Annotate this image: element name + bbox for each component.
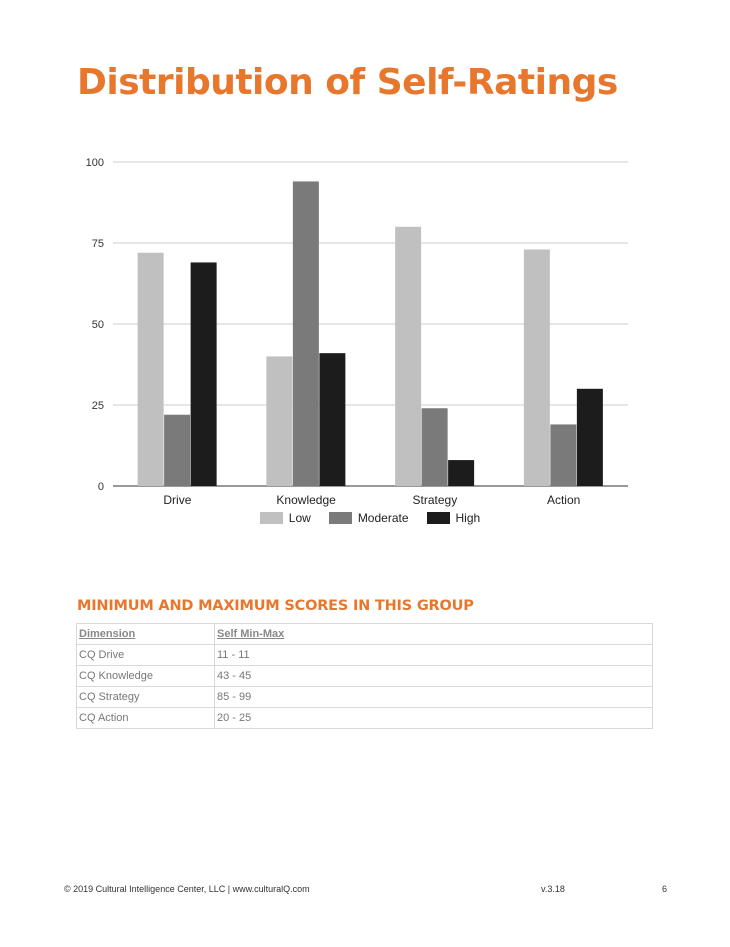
- legend-item: [427, 511, 481, 525]
- legend-swatch: [329, 512, 352, 524]
- y-tick-label: 100: [85, 157, 104, 169]
- legend-label: Moderate: [357, 511, 409, 525]
- min-max-cell: 43 - 45: [215, 666, 653, 687]
- column-header-self-min-max: Self Min-Max: [215, 624, 653, 645]
- x-tick-label: Action: [546, 493, 581, 507]
- y-tick-label: 25: [91, 400, 104, 412]
- bar-low-knowledge: [266, 356, 292, 486]
- chart-legend: [0, 511, 730, 525]
- bar-low-drive: [138, 253, 164, 486]
- bar-high-strategy: [448, 460, 474, 486]
- legend-item: [329, 511, 409, 525]
- bar-high-knowledge: [319, 353, 345, 486]
- bar-moderate-action: [550, 424, 576, 486]
- bar-moderate-knowledge: [293, 181, 319, 486]
- dimension-cell: CQ Knowledge: [77, 666, 215, 687]
- legend-swatch: [260, 512, 283, 524]
- min-max-cell: 11 - 11: [215, 645, 653, 666]
- x-tick-label: Strategy: [412, 493, 458, 507]
- section-heading: MINIMUM AND MAXIMUM SCORES IN THIS GROUP: [77, 598, 474, 614]
- table-row: [77, 708, 653, 729]
- x-tick-label: Knowledge: [276, 493, 336, 507]
- legend-item: [260, 511, 311, 525]
- bar-moderate-drive: [164, 415, 190, 486]
- dimension-cell: CQ Strategy: [77, 687, 215, 708]
- self-ratings-bar-chart: [0, 140, 730, 510]
- min-max-scores-table: [76, 623, 653, 729]
- bar-high-action: [577, 389, 603, 486]
- y-tick-label: 50: [91, 319, 104, 331]
- legend-swatch: [427, 512, 450, 524]
- footer-version: v.3.18: [541, 884, 565, 894]
- page-title: Distribution of Self-Ratings: [77, 62, 618, 103]
- legend-label: Low: [288, 511, 311, 525]
- min-max-cell: 20 - 25: [215, 708, 653, 729]
- legend-label: High: [455, 511, 481, 525]
- table-header-row: [77, 624, 653, 645]
- table-row: [77, 645, 653, 666]
- table-row: [77, 666, 653, 687]
- bar-moderate-strategy: [422, 408, 448, 486]
- bar-low-action: [524, 249, 550, 486]
- x-tick-label: Drive: [163, 493, 192, 507]
- table-row: [77, 687, 653, 708]
- min-max-cell: 85 - 99: [215, 687, 653, 708]
- y-tick-label: 0: [97, 481, 104, 493]
- bar-low-strategy: [395, 227, 421, 486]
- y-tick-label: 75: [91, 238, 104, 250]
- bar-high-drive: [191, 262, 217, 486]
- dimension-cell: CQ Drive: [77, 645, 215, 666]
- dimension-cell: CQ Action: [77, 708, 215, 729]
- column-header-dimension: Dimension: [77, 624, 215, 645]
- footer-copyright: © 2019 Cultural Intelligence Center, LLC | www.culturalQ.com: [64, 884, 310, 894]
- footer-page-number: 6: [662, 884, 668, 894]
